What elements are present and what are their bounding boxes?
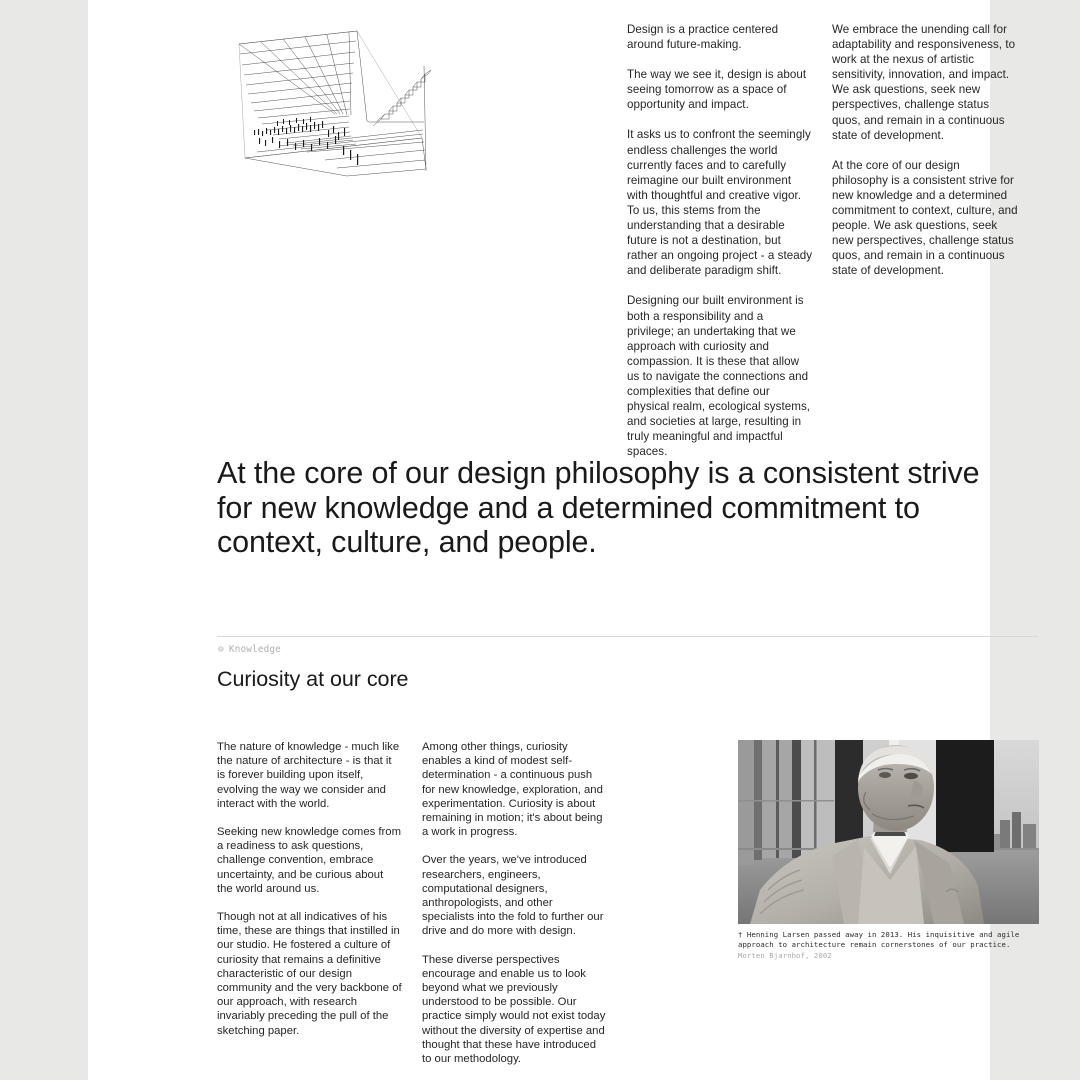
circle-minus-icon: ⊖ [218,644,224,656]
sketch-svg [217,26,447,186]
intro-paragraph: Designing our built environment is both a responsibility and a privilege; an undertaking that we approach with curiosity and compassion. It is these that allow us to navigate the connections and complexities that define our physical realm, ecological systems, and societies at large, resulting in truly meaningful and impactful spaces. [627,294,811,459]
portrait-photo-svg [738,740,1039,924]
architectural-sketch-image [217,22,627,459]
photo-credit: Morten Bjarnhof, 2002 [738,950,832,960]
body-paragraph: Seeking new knowledge comes from a readiness to ask questions, challenge convention, embrace uncertainty, and be curious about the world around us. [217,826,401,895]
body-column-one [217,740,422,1066]
intro-section [217,22,1037,459]
intro-paragraph: Design is a practice centered around future-making. [627,23,779,52]
intro-paragraph: We embrace the unending call for adaptability and responsiveness, to work at the nexus of artistic sensitivity, innovation, and impact. We ask questions, seek new perspectives, challenge status quos, and remain in a continuous state of development. [832,23,1016,142]
body-column-two [422,740,627,1066]
knowledge-section [217,740,1038,1066]
section-divider [217,636,1038,637]
intro-column-right [832,22,1037,459]
body-paragraph: Though not at all indicatives of his time, these are things that instilled in our studio. He fostered a culture of curiosity that remains a definitive characteristic of our design community and the very backbone of our approach, with research invariably preceding the pull of the sketching paper. [217,911,402,1037]
caption-line-1: † Henning Larsen passed away in 2013. His inquisitive and agile [738,930,1020,939]
body-paragraph: The nature of knowledge - much like the nature of architecture - is that it is forever building upon itself, evolving the way we consider and interact with the world. [217,741,400,810]
intro-paragraph: At the core of our design philosophy is a consistent strive for new knowledge and a determined commitment to context, culture, and people. We ask questions, seek new perspectives, challenge status quos, and remain in a continuous state of development. [832,158,1018,278]
photo-caption [738,930,1039,961]
intro-column-left [627,22,832,459]
section-label-text: Knowledge [228,644,281,655]
page-headline: At the core of our design philosophy is a consistent strive for new knowledge and a determined commitment to context, culture, and people. [217,456,980,559]
intro-paragraph: The way we see it, design is about seeing tomorrow as a space of opportunity and impact. [627,68,807,112]
media-column [627,740,1039,1066]
body-paragraph: These diverse perspectives encourage and enable us to look beyond what we previously understood to be possible. Our practice simply would not exist today without the diversity of expertise and thought that these have introduced to our methodology. [422,953,606,1066]
section-label [218,643,281,657]
content-sheet [88,0,1020,1080]
intro-paragraph: It asks us to confront the seemingly endless challenges the world currently faces and to carefully reimagine our built environment with thoughtful and creative vigor. To us, this stems from the understanding that a desirable future is not a destination, but rather an ongoing project - a steady and deliberate paradigm shift. [627,128,813,278]
body-paragraph: Over the years, we've introduced researchers, engineers, computational designers, anthropologists, and other specialists into the fold to further our drive and do more with design. [422,854,604,938]
portrait-photo [738,740,1039,924]
section-title: Curiosity at our core [217,667,409,691]
body-paragraph: Among other things, curiosity enables a kind of modest self-determination - a continuous push for new knowledge, exploration, and experimentation. Curiosity is about remaining in motion; it's about being a work in progress. [422,741,603,839]
caption-line-2: approach to architecture remain cornerstones of our practice. [738,940,1011,950]
